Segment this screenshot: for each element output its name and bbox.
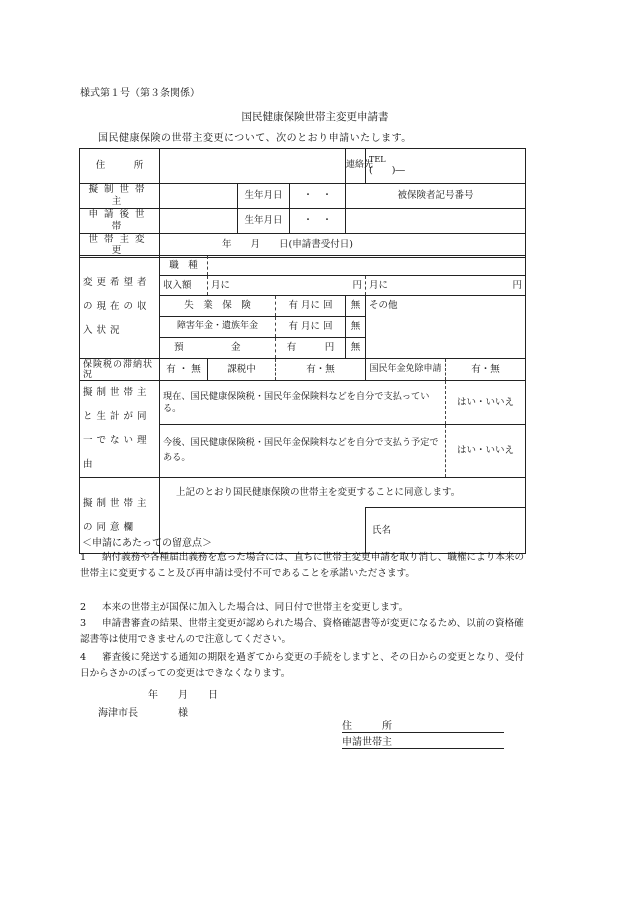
tel-format: ( )― [369, 165, 405, 177]
applicant-head-line[interactable] [342, 733, 504, 749]
change-date-field[interactable]: 年 月 日(申請書受付日) [160, 233, 526, 258]
income-month-2[interactable]: 月に [366, 276, 446, 296]
note-4-text: 審査後に発送する通知の期限を過ぎてから変更の手続をしますと、その日からの変更となり、受付日からさかのぼっての変更はできなくなります。 [80, 652, 525, 679]
note-3-number: 3 [80, 618, 87, 629]
name-label: 氏名 [372, 524, 392, 536]
insured-number-label: 被保険者記号番号 [346, 184, 526, 209]
unemployment-times[interactable]: 有 月に 回 [276, 296, 346, 317]
form-title: 国民健康保険世帯主変更申請書 [241, 111, 389, 123]
proposed-head-row [80, 184, 526, 209]
consent-row-1 [80, 478, 526, 508]
taxed-choice[interactable]: 有・無 [276, 359, 366, 381]
taxed-label: 課税中 [208, 359, 276, 381]
occupation-row [80, 256, 526, 276]
deposit-label: 預 金 [160, 338, 276, 359]
note-2-number: 2 [80, 602, 87, 613]
income-status-label: 変更希望者の現在の収入状況 [80, 256, 160, 359]
pension-exempt-label: 国民年金免除申請 [366, 359, 446, 381]
applicant-head-label: 申請世帯主 [342, 737, 392, 748]
deposit-none[interactable]: 無 [346, 338, 366, 359]
addressee: 海津市長 様 [98, 708, 188, 719]
birth-field-1[interactable]: ・ ・ [290, 184, 346, 209]
other-income-field[interactable] [366, 296, 526, 359]
reason-label: 擬制世帯主と生計が同一でない理由 [80, 381, 160, 478]
other-label: その他 [369, 300, 398, 311]
note-1 [80, 550, 530, 582]
birth-label-2: 生年月日 [238, 208, 290, 233]
deposit-amount[interactable]: 有 円 [276, 338, 346, 359]
occupation-field[interactable] [208, 256, 526, 276]
pension-exempt-choice[interactable]: 有・無 [446, 359, 526, 381]
intro-text: 国民健康保険の世帯主変更について、次のとおり申請いたします。 [98, 133, 412, 144]
income-month-1[interactable]: 月に [208, 276, 276, 296]
note-1-number: 1 [80, 552, 87, 563]
submission-date[interactable]: 年 月 日 [148, 690, 218, 701]
reason-row-1 [80, 381, 526, 425]
reason-2: 今後、国民健康保険税・国民年金保険料などを自分で支払う予定である。 [160, 425, 446, 478]
form-id: 様式第１号（第３条関係） [80, 88, 200, 99]
applicant-address-label: 住 所 [342, 721, 392, 732]
note-3-text: 申請書審査の結果、世帯主変更が認められた場合、資格確認書等が変更になるため、以前の資格確認書等は使用できませんので注意してください。 [80, 618, 524, 645]
after-head-row [80, 208, 526, 233]
applicant-table [79, 148, 526, 258]
address-row [80, 149, 526, 184]
occupation-label: 職 種 [160, 256, 208, 276]
pension-times[interactable]: 有 月に 回 [276, 317, 346, 338]
pension-none[interactable]: 無 [346, 317, 366, 338]
pension-label: 障害年金・遺族年金 [160, 317, 276, 338]
note-4 [80, 650, 530, 682]
unemployment-none[interactable]: 無 [346, 296, 366, 317]
note-2-text: 本来の世帯主が国保に加入した場合は、同日付で世帯主を変更します。 [102, 602, 409, 613]
tel-label: TEL [369, 155, 386, 165]
note-1-text: 納付義務や各種届出義務を怠った場合には、直ちに世帯主変更申請を取り消し、職権により本来の世帯主に変更すること及び再申請は受付不可であることを承諾いたださます。 [80, 552, 525, 579]
change-label: 世帯主変更 [80, 233, 160, 258]
tax-arrears-choice[interactable]: 有 ・ 無 [160, 359, 208, 381]
income-yen-1: 円 [276, 276, 366, 296]
reason-1-choice[interactable]: はい・いいえ [446, 381, 526, 425]
address-label: 住 所 [80, 149, 160, 184]
consent-name-field[interactable] [366, 508, 526, 554]
reason-2-choice[interactable]: はい・いいえ [446, 425, 526, 478]
after-head-name-field[interactable] [160, 208, 238, 233]
income-yen-2: 円 [446, 276, 526, 296]
tax-row [80, 359, 526, 381]
insured-number-field[interactable] [346, 208, 526, 233]
consent-text: 上記のとおり国民健康保険の世帯主を変更することに同意します。 [160, 478, 526, 508]
contact-label: 連絡先 [346, 149, 366, 184]
contact-field[interactable] [366, 149, 526, 184]
after-head-label: 申請後世帯 [80, 208, 160, 233]
notes-heading: ＜申請にあたっての留意点＞ [82, 538, 212, 549]
applicant-address-line[interactable] [342, 717, 504, 733]
status-table [79, 255, 526, 554]
unemployment-label: 失 業 保 険 [160, 296, 276, 317]
proposed-head-name-field[interactable] [160, 184, 238, 209]
note-4-number: 4 [80, 652, 87, 663]
note-3 [80, 616, 530, 648]
reason-1: 現在、国民健康保険税・国民年金保険料などを自分で支払っている。 [160, 381, 446, 425]
income-label: 収入額 [160, 276, 208, 296]
tax-arrears-label: 保険税の滞納状況 [80, 359, 160, 381]
birth-label-1: 生年月日 [238, 184, 290, 209]
birth-field-2[interactable]: ・ ・ [290, 208, 346, 233]
proposed-head-label: 擬制世帯主 [80, 184, 160, 209]
consent-label: 擬制世帯主の同意欄 [80, 478, 160, 554]
note-2 [80, 600, 530, 616]
address-field[interactable] [160, 149, 346, 184]
